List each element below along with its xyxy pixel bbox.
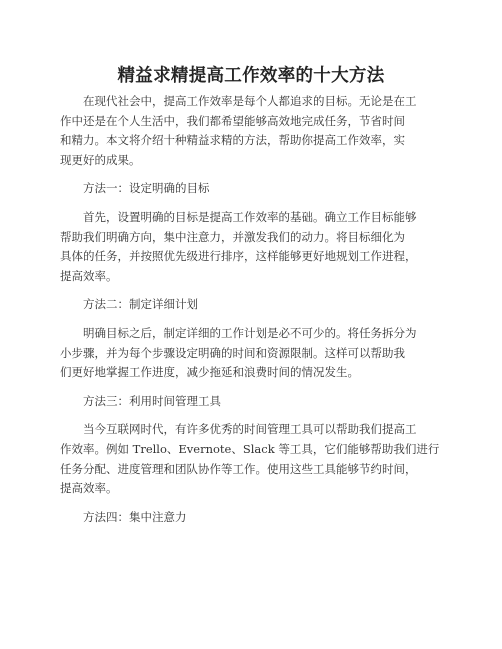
- paragraph-line: 提高效率。: [60, 268, 118, 283]
- paragraph-line: 当今互联网时代，有许多优秀的时间管理工具可以帮助我们提高工: [83, 422, 417, 437]
- section-heading-4: 方法四：集中注意力: [83, 509, 187, 524]
- paragraph-line: 作效率。例如 Trello、Evernote、Slack 等工具，它们能够帮助我们进行: [60, 441, 440, 456]
- paragraph-line: 首先，设置明确的目标是提高工作效率的基础。确立工作目标能够: [83, 209, 417, 224]
- document-title: 精益求精提高工作效率的十大方法: [117, 66, 385, 86]
- intro-line: 在现代社会中，提高工作效率是每个人都追求的目标。无论是在工: [83, 94, 417, 108]
- intro-paragraph: [60, 92, 450, 170]
- paragraph-line: 小步骤，并为每个步骤设定明确的时间和资源限制。这样可以帮助我: [60, 345, 405, 360]
- paragraph-line: 具体的任务，并按照优先级进行排序，这样能够更好地规划工作进程，: [60, 249, 417, 264]
- intro-line: 和精力。本文将介绍十种精益求精的方法，帮助你提高工作效率，实: [60, 133, 405, 148]
- section-heading-3: 方法三：利用时间管理工具: [83, 393, 221, 408]
- section-heading-2: 方法二：制定详细计划: [83, 297, 198, 312]
- document-body: [60, 92, 450, 536]
- intro-line: 作中还是在个人生活中，我们都希望能够高效地完成任务，节省时间: [60, 113, 405, 128]
- paragraph-line: 帮助我们明确方向，集中注意力，并激发我们的动力。将目标细化为: [60, 229, 405, 244]
- section-paragraph-3: [60, 420, 450, 498]
- paragraph-line: 任务分配、进度管理和团队协作等工作。使用这些工具能够节约时间，: [60, 461, 417, 476]
- paragraph-line: 们更好地掌握工作进度，减少拖延和浪费时间的情况发生。: [60, 365, 359, 380]
- section-heading-1: 方法一：设定明确的目标: [83, 181, 210, 196]
- intro-line: 现更好的成果。: [60, 152, 141, 167]
- paragraph-line: 提高效率。: [60, 481, 118, 496]
- section-paragraph-2: [60, 324, 450, 383]
- section-paragraph-1: [60, 208, 450, 286]
- paragraph-line: 明确目标之后，制定详细的工作计划是必不可少的。将任务拆分为: [83, 325, 417, 340]
